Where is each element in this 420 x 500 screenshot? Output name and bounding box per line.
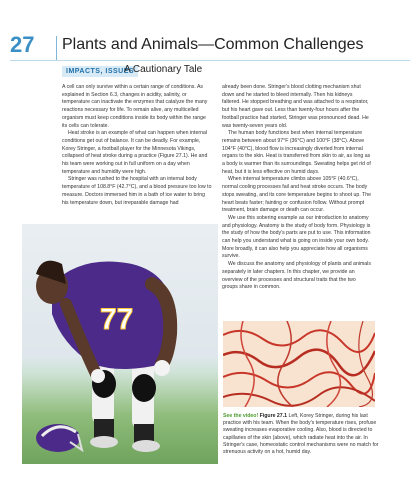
- paragraph: The human body functions best when internal temperature remains between about 97°F (36°C) and 100°F (38°C). Above 104°F (40°C), blood flow is increasingly diverted from internal organs to the skin. Heat is transferred from skin to air, as long as a body is warmer than its surroundings. Sweating helps get rid of heat, but it is less effective on humid days.: [222, 130, 371, 175]
- chapter-number: 27: [10, 32, 35, 57]
- paragraph: We use this sobering example as our introduction to anatomy and physiology. Anatomy is the study of body form. Physiology is the study of how the body's parts are put to use. This information can help you understand what is going on inside your own body. More broadly, it can also help you appreciate how all organisms survive.: [222, 214, 371, 260]
- paragraph: A cell can only survive within a certain range of conditions. As explained in Section 6.3, changes in acidity, salinity, or temperature can inactivate the enzymes that catalyze the many reactions necessary for life. To remain alive, any multicelled organism must keep conditions inside its body within the range its cells can tolerate.: [62, 84, 208, 129]
- section-tag: IMPACTS, ISSUES: [62, 66, 138, 77]
- figure-caption: [223, 413, 383, 456]
- video-link[interactable]: See the video!: [223, 413, 259, 419]
- left-column: [62, 84, 212, 207]
- paragraph: Stringer was rushed to the hospital with an internal body temperature of 108.8°F (42.7°C), and a blood pressure too low to measure. Doctors immersed him in a bath of ice water to bring his temperature down, but irreparable damage had: [62, 176, 212, 206]
- football-player-photo: [22, 224, 218, 464]
- chapter-title: Plants and Animals—Common Challenges: [62, 36, 364, 53]
- right-column: [222, 84, 372, 292]
- paragraph: When internal temperature climbs above 105°F (40.6°C), normal cooling processes fail and heat stroke occurs. The body stops sweating, and its core temperature begins to shoot up. The heart beats faster; fainting or confusion follow. Without prompt treatment, brain damage or death can occur.: [222, 176, 371, 214]
- jersey-number: 77: [100, 303, 134, 336]
- chapter-divider: [56, 36, 57, 60]
- caption-text: Left, Korey Stringer, during his last practice with his team. When the body's temperature rises, profuse sweating increases evaporative cooling. Also, blood is directed to capillaries of the skin (above), which radiate heat into the air. In Stringer's case, homeostatic control mechanisms were no match for strenuous activity on a hot, humid day.: [223, 413, 379, 456]
- paragraph: already been done. Stringer's blood clotting mechanism shut down and he started to bleed internally. Then his kidneys faltered. He stopped breathing and was attached to a respirator, but his heart gave out. Less than twenty-four hours after the football practice had started, Stringer was pronounced dead. He was twenty-seven years old.: [222, 84, 369, 129]
- capillary-illustration: [223, 321, 375, 407]
- figure-label: Figure 27.1: [259, 413, 288, 419]
- section-title: A Cautionary Tale: [124, 64, 203, 75]
- paragraph: We discuss the anatomy and physiology of plants and animals separately in later chapters. In this chapter, we provide an overview of the processes and structural traits that the two groups share in common.: [222, 261, 371, 291]
- capillary-micrograph: [223, 321, 375, 407]
- header-rule: [10, 60, 410, 61]
- paragraph: Heat stroke is an example of what can happen when internal conditions get out of balance. It can be deadly. For example, Korey Stringer, a football player for the Minnesota Vikings, collapsed of heat stroke during a practice (Figure 27.1). He and his team were working out in full uniform on a day when temperature and humidity were high.: [62, 130, 208, 175]
- football-player-illustration: [22, 224, 218, 464]
